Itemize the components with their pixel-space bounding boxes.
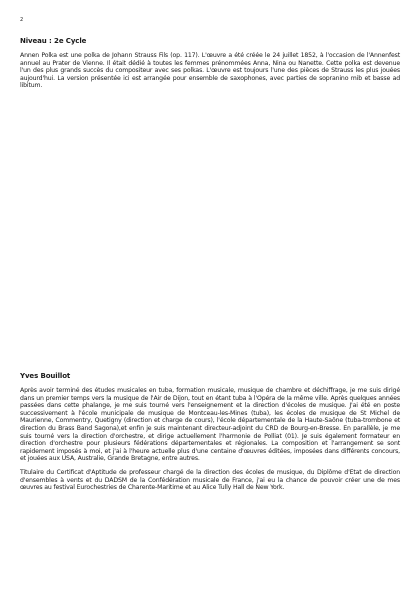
level-heading: Niveau : 2e Cycle (20, 37, 87, 45)
author-section (20, 372, 400, 498)
work-description-paragraph: Annen Polka est une polka de Johann Strauss Fils (op. 117). L'œuvre a été créée le 24 juillet 1852, à l'occasion de l'Annenfest annuel au Prater de Vienne. Il était dédié à toutes les femmes prénommées Anna, Nina ou Nanette. Cette polka est devenue l'un des plus grands succès du compositeur avec ses polkas. L'œuvre est toujours l'une des pièces de Strauss les plus jouées aujourd'hui. La version présentée ici est arrangée pour ensemble de saxophones, avec parties de sopranino mib et basse ad libitum. (20, 52, 400, 90)
page-number: 2 (20, 17, 24, 23)
level-section (20, 37, 400, 96)
author-diplomas-paragraph: Titulaire du Certificat d'Aptitude de professeur chargé de la direction des écoles de musique, du Diplôme d'Etat de direction d'ensembles à vents et du DADSM de la Confédération musicale de France, j'ai eu la chance de pouvoir créer une de mes œuvres au festival Eurochestries de Charente-Maritime et au Alice Tully Hall de New York. (20, 468, 400, 492)
author-bio-paragraph: Après avoir terminé des études musicales en tuba, formation musicale, musique de chambre et déchiffrage, je me suis dirigé dans un premier temps vers la musique de l'Air de Dijon, tout en étant tuba à l'Opéra de la même ville. Après quelques années passées dans cette phalange, je me suis tourné vers l'enseignement et la direction d'écoles de musique. J'ai été en poste successivement à l'école municipale de musique de Montceau-les-Mines (tuba), les écoles de musique de St Michel de Maurienne, Commentry, Quetigny (direction et charge de cours), l'école départementale de la Haute-Saône (tuba-trombone et direction du Brass Band Sagona),et enfin je suis maintenant directeur-adjoint du CRD de Bourg-en-Bresse. En parallèle, je me suis tourné vers la direction d'orchestre, et dirige actuellement l'harmonie de Polliat (01). Je suis également formateur en direction d'orchestre pour plusieurs fédérations départementales et régionales. La composition et l'arrangement se sont rapidement imposés à moi, et j'ai à l'heure actuelle plus d'une centaine d'œuvres éditées, imposées dans différents concours, et jouées aux USA, Australie, Grande Bretagne, entre autres. (20, 387, 400, 463)
author-heading: Yves Bouillot (20, 372, 71, 380)
